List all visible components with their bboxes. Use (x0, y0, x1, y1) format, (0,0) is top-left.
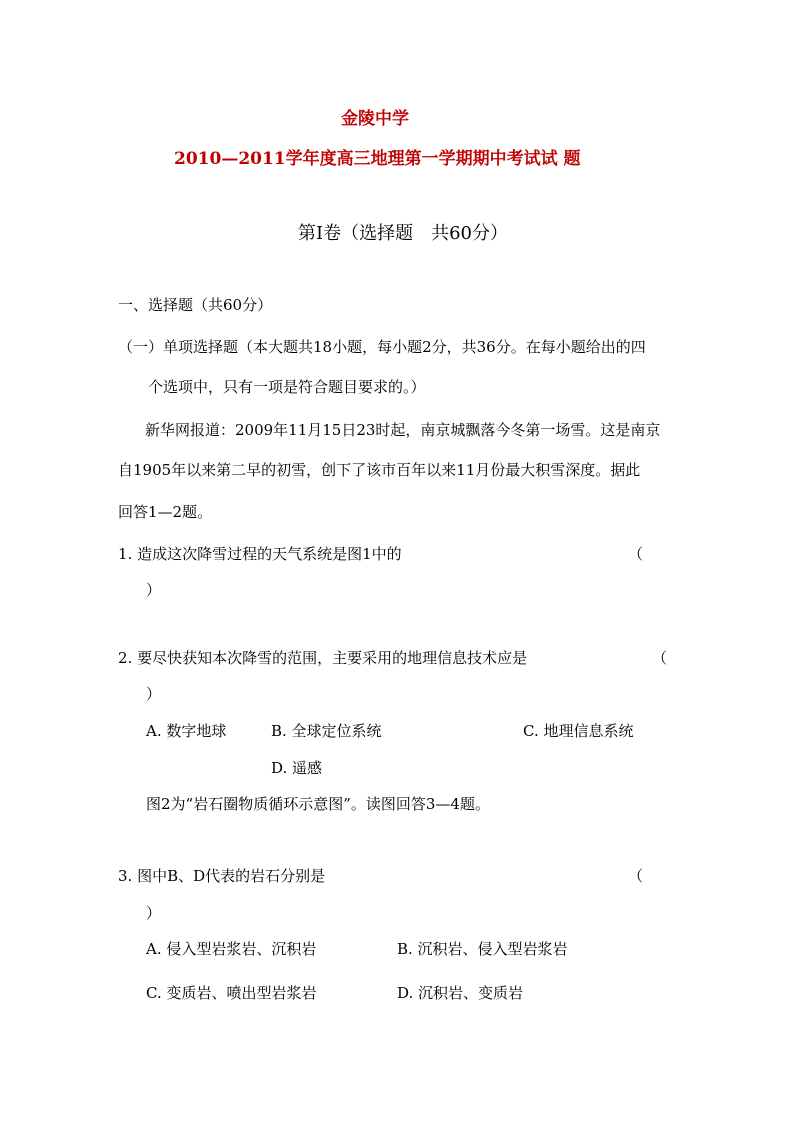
questions-3-4-intro: 图2为“岩石圈物质循环示意图”。读图回答3—4题。 (146, 795, 490, 813)
exam-title: 2010—2011学年度高三地理第一学期期中考试试 题 (174, 149, 581, 169)
question-2-stem: 2. 要尽快获知本次降雪的范围，主要采用的地理信息技术应是 (118, 649, 528, 667)
passage-line-3: 回答1—2题。 (118, 503, 213, 521)
question-2-answer-paren-close: ） (146, 685, 162, 703)
question-2-option-b: B. 全球定位系统 (271, 722, 382, 740)
question-2-option-a: A. 数字地球 (146, 722, 227, 740)
paper-section-title: 第Ⅰ卷（选择题 共60分） (298, 223, 509, 244)
passage-line-1: 新华网报道：2009年11月15日23时起，南京城飘落今冬第一场雪。这是南京 (145, 421, 661, 439)
question-3-answer-paren-open: （ (628, 867, 644, 885)
question-3-stem: 3. 图中B、D代表的岩石分别是 (118, 867, 326, 885)
question-2-option-d: D. 遥感 (271, 759, 323, 777)
question-3-option-c: C. 变质岩、喷出型岩浆岩 (146, 984, 317, 1002)
question-3-answer-paren-close: ） (146, 904, 162, 922)
question-3-option-a: A. 侵入型岩浆岩、沉积岩 (146, 940, 317, 958)
single-choice-instructions-line1: （一）单项选择题（本大题共18小题，每小题2分，共36分。在每小题给出的四 (118, 338, 646, 356)
part-one-heading: 一、选择题（共60分） (118, 296, 273, 314)
passage-line-2: 自1905年以来第二早的初雪，创下了该市百年以来11月份最大积雪深度。据此 (118, 461, 641, 479)
question-3-option-d: D. 沉积岩、变质岩 (397, 984, 524, 1002)
question-2-answer-paren-open: （ (652, 649, 668, 667)
question-1-answer-paren-close: ） (146, 581, 162, 599)
single-choice-instructions-line2: 个选项中，只有一项是符合题目要求的。） (148, 378, 426, 396)
school-name: 金陵中学 (341, 109, 409, 129)
question-3-option-b: B. 沉积岩、侵入型岩浆岩 (397, 940, 568, 958)
question-2-option-c: C. 地理信息系统 (523, 722, 634, 740)
question-1-stem: 1. 造成这次降雪过程的天气系统是图1中的 (118, 545, 402, 563)
question-1-answer-paren-open: （ (628, 545, 644, 563)
